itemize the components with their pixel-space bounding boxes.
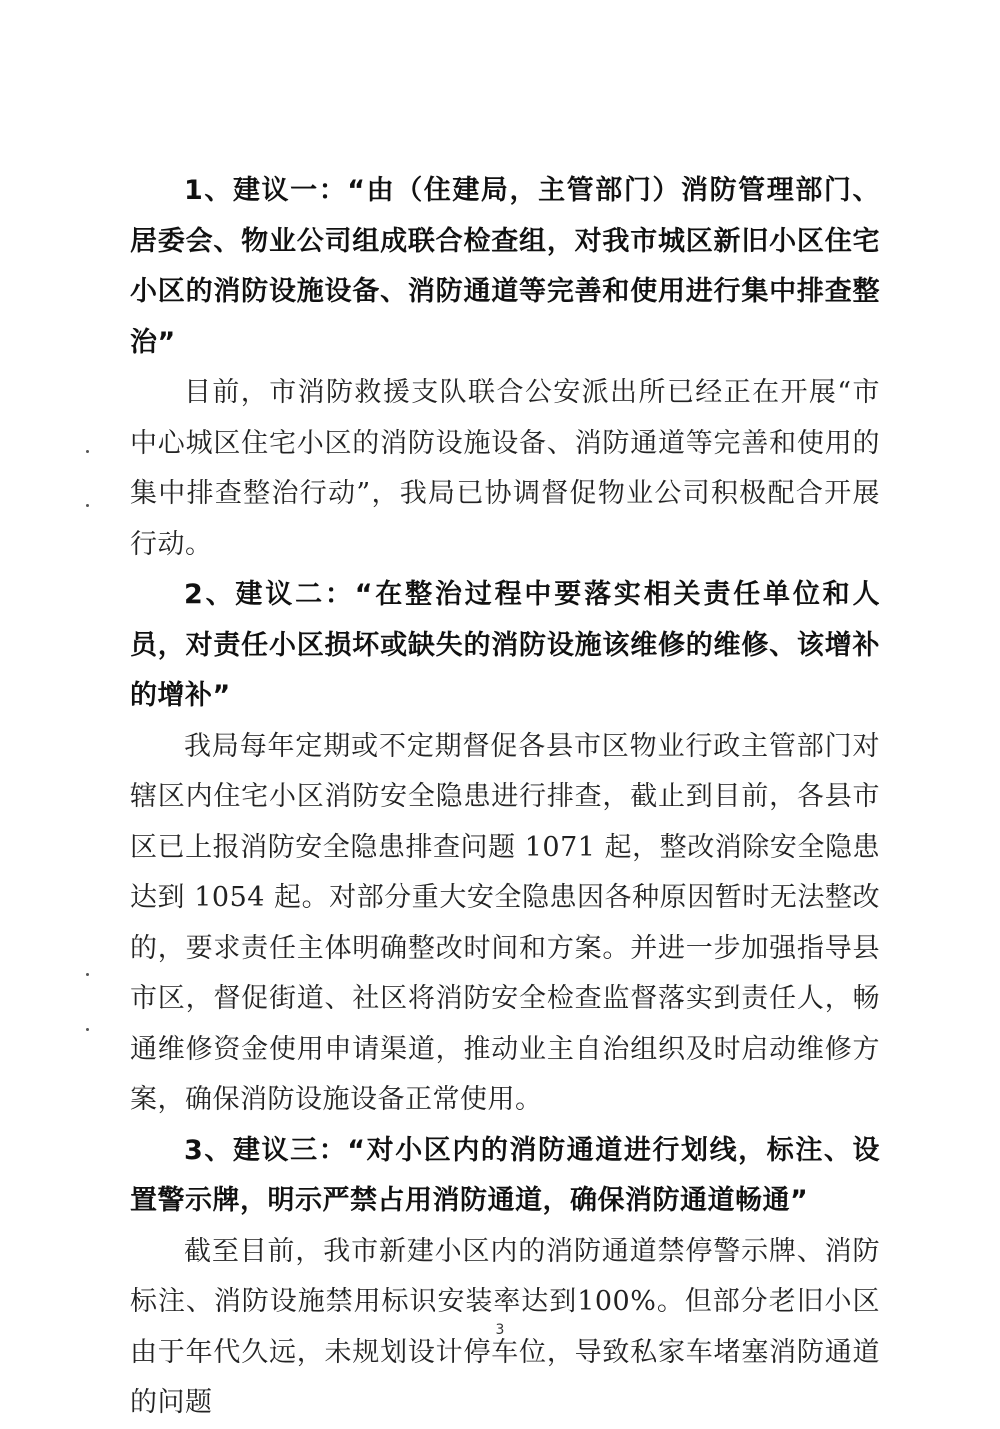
suggestion-1-heading: 1、建议一：“由（住建局，主管部门）消防管理部门、居委会、物业公司组成联合检查组，对我市城区新旧小区住宅小区的消防设施设备、消防通道等完善和使用进行集中排查整治” bbox=[130, 175, 880, 358]
scan-mark bbox=[86, 450, 89, 453]
suggestion-2-response: 我局每年定期或不定期督促各县市区物业行政主管部门对辖区内住宅小区消防安全隐患进行排查，截止到目前，各县市区已上报消防安全隐患排查问题 1071 起，整改消除安全隐患达到 1054 起。对部分重大安全隐患因各种原因暂时无法整改的，要求责任主体明确整改时间和方案。并进一步加强指导县市区，督促街道、社区将消防安全检查监督落实到责任人，畅通维修资金使用申请渠道，推动业主自治组织及时启动维修方案，确保消防设施设备正常使用。 bbox=[130, 730, 880, 1115]
suggestion-1-response: 目前，市消防救援支队联合公安派出所已经正在开展“市中心城区住宅小区的消防设施设备、消防通道等完善和使用的集中排查整治行动”，我局已协调督促物业公司积极配合开展行动。 bbox=[130, 377, 880, 560]
document-body bbox=[130, 166, 880, 1429]
suggestion-2-heading: 2、建议二：“在整治过程中要落实相关责任单位和人员，对责任小区损坏或缺失的消防设施该维修的维修、该增补的增补” bbox=[130, 579, 880, 711]
suggestion-3-heading: 3、建议三：“对小区内的消防通道进行划线，标注、设置警示牌，明示严禁占用消防通道，确保消防通道畅通” bbox=[130, 1134, 880, 1216]
scan-mark bbox=[86, 973, 89, 976]
suggestion-3-response: 截至目前，我市新建小区内的消防通道禁停警示牌、消防标注、消防设施禁用标识安装率达到100%。但部分老旧小区由于年代久远，未规划设计停车位，导致私家车堵塞消防通道的问题 bbox=[130, 1235, 880, 1418]
scan-mark bbox=[86, 504, 89, 507]
page-number: 3 bbox=[495, 1322, 505, 1338]
scan-mark bbox=[86, 1028, 89, 1031]
